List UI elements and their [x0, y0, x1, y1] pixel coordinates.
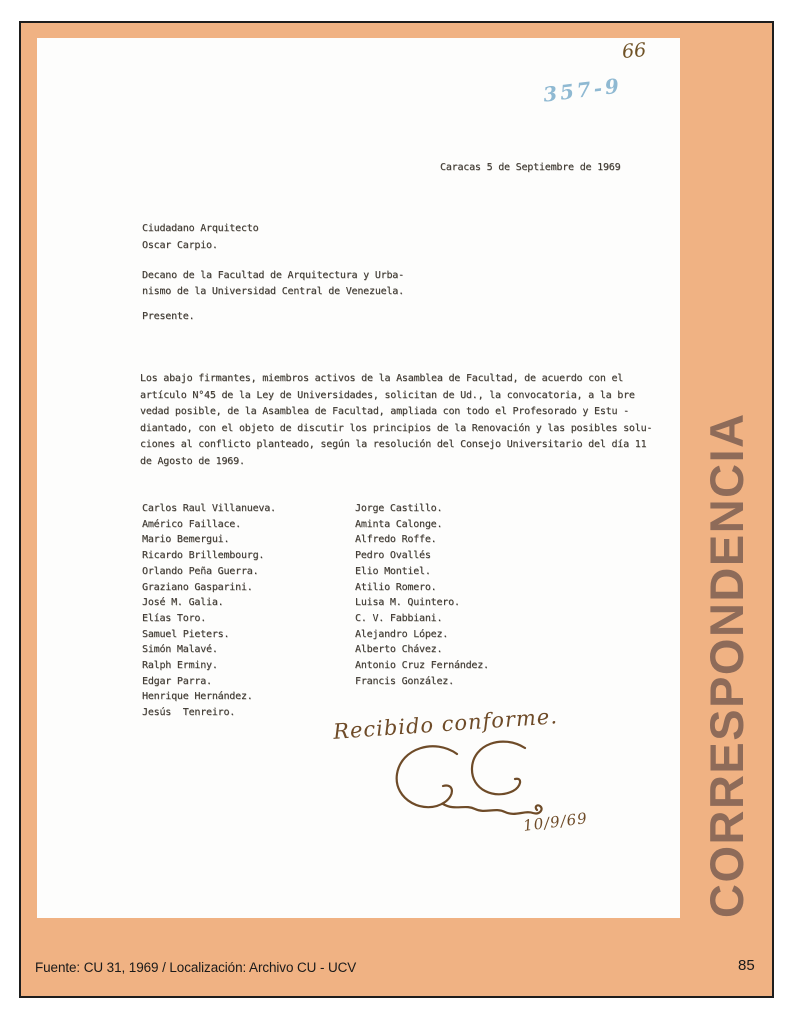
body-line: artículo N°45 de la Ley de Universidades, solicitan de Ud., la convocatoria, a la bre: [140, 389, 635, 401]
signatory-name: Edgar Parra.: [142, 675, 212, 687]
handwritten-file-number: 357-9: [541, 73, 624, 107]
signatory-name: Carlos Raul Villanueva.: [142, 503, 276, 514]
signature-icon: [385, 738, 550, 823]
letter-body: [140, 371, 652, 471]
body-line: vedad posible, de la Asamblea de Facultad, ampliada con todo el Profesorado y Estu -: [140, 406, 629, 418]
signatory-name: Francis González.: [355, 675, 454, 687]
signatory-name: Ricardo Brillembourg.: [142, 550, 265, 562]
signatory-name: Antonio Cruz Fernández.: [355, 660, 489, 672]
signatories-column-left: [142, 501, 276, 721]
scanned-letter: [37, 38, 680, 918]
body-line: diantado, con el objeto de discutir los principios de la Renovación y las posibles solu-: [140, 422, 653, 434]
recipient-line: Decano de la Facultad de Arquitectura y Urba-: [142, 270, 404, 281]
signatory-name: C. V. Fabbiani.: [355, 612, 443, 624]
signatory-name: Alberto Chávez.: [355, 644, 443, 656]
recipient-line: Ciudadano Arquitecto: [142, 223, 259, 234]
letter-date: Caracas 5 de Septiembre de 1969: [440, 162, 621, 173]
signatory-name: Atilio Romero.: [355, 581, 437, 593]
recipient-name-block: [142, 220, 258, 254]
signatory-name: Graziano Gasparini.: [142, 581, 253, 593]
body-line: ciones al conflicto planteado, según la resolución del Consejo Universitario del día 11: [140, 439, 647, 451]
signatory-name: Aminta Calonge.: [355, 518, 443, 530]
salutation: Presente.: [142, 311, 195, 322]
signatory-name: José M. Galia.: [142, 597, 224, 609]
signatory-name: Alejandro López.: [355, 628, 449, 640]
body-line: Los abajo firmantes, miembros activos de la Asamblea de Facultad, de acuerdo con el: [140, 373, 624, 384]
signatory-name: Orlando Peña Guerra.: [142, 565, 259, 577]
signatory-name: Luisa M. Quintero.: [355, 597, 460, 609]
signatory-name: Henrique Hernández.: [142, 691, 253, 703]
signatory-name: Pedro Ovallés: [355, 550, 431, 562]
source-citation: Fuente: CU 31, 1969 / Localización: Archivo CU - UCV: [35, 960, 357, 975]
handwritten-catalog-number: 66: [621, 38, 648, 64]
handwritten-date: 10/9/69: [522, 809, 589, 835]
signatory-name: Alfredo Roffe.: [355, 534, 437, 546]
signatory-name: Elías Toro.: [142, 612, 207, 624]
recipient-line: Oscar Carpio.: [142, 240, 218, 251]
signatory-name: Ralph Erminy.: [142, 660, 218, 672]
signatory-name: Américo Faillace.: [142, 518, 241, 530]
signatory-name: Mario Bemergui.: [142, 534, 230, 546]
body-line: de Agosto de 1969.: [140, 455, 245, 467]
section-label-correspondencia: CORRESPONDENCIA: [700, 412, 753, 918]
recipient-title-block: [142, 268, 404, 300]
signatory-name: Samuel Pieters.: [142, 628, 230, 640]
page-number: 85: [738, 957, 755, 974]
signatory-name: Jesús Tenreiro.: [142, 707, 236, 719]
recipient-line: nismo de la Universidad Central de Venezuela.: [142, 286, 404, 297]
signatories-column-right: [355, 501, 489, 689]
signatory-name: Elio Montiel.: [355, 565, 431, 577]
signatory-name: Simón Malavé.: [142, 644, 218, 656]
handwritten-received-note: Recibido conforme.: [332, 704, 559, 744]
signatory-name: Jorge Castillo.: [355, 503, 443, 514]
